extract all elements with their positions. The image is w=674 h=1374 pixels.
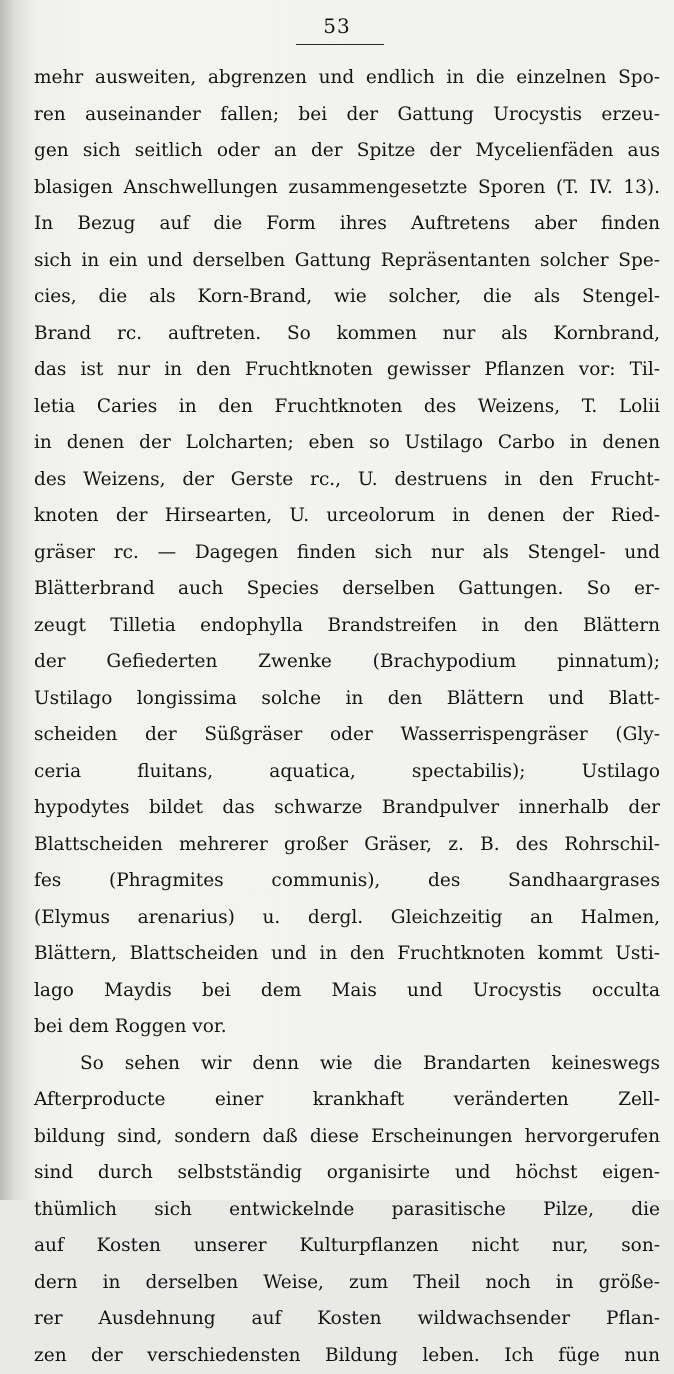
text-line: Blätterbrand auch Species derselben Gattungen. So er-	[34, 571, 660, 608]
text-line: dern in derselben Weise, zum Theil noch in größe-	[34, 1265, 660, 1302]
text-line: rer Ausdehnung auf Kosten wildwachsender Pflan-	[34, 1301, 660, 1338]
text-line: blasigen Anschwellungen zusammengesetzte Sporen (T. IV. 13).	[34, 170, 660, 207]
text-line: gen sich seitlich oder an der Spitze der Mycelienfäden aus	[34, 133, 660, 170]
text-line: ceria fluitans, aquatica, spectabilis); Ustilago	[34, 754, 660, 791]
text-line: zeugt Tilletia endophylla Brandstreifen in den Blättern	[34, 608, 660, 645]
text-line: mehr ausweiten, abgrenzen und endlich in die einzelnen Spo-	[34, 60, 660, 97]
text-line: sich in ein und derselben Gattung Repräsentanten solcher Spe-	[34, 243, 660, 280]
text-line: letia Caries in den Fruchtknoten des Weizens, T. Lolii	[34, 389, 660, 426]
text-line: Brand rc. auftreten. So kommen nur als Kornbrand,	[34, 316, 660, 353]
text-line: gräser rc. — Dagegen finden sich nur als Stengel- und	[34, 535, 660, 572]
text-line: hypodytes bildet das schwarze Brandpulver innerhalb der	[34, 790, 660, 827]
text-line: bei dem Roggen vor.	[34, 1009, 660, 1046]
text-line: Ustilago longissima solche in den Blättern und Blatt-	[34, 681, 660, 718]
text-line: sind durch selbstständig organisirte und höchst eigen-	[34, 1155, 660, 1192]
text-line: knoten der Hirsearten, U. urceolorum in denen der Ried-	[34, 498, 660, 535]
text-line: fes (Phragmites communis), des Sandhaargrases	[34, 863, 660, 900]
text-line: das ist nur in den Fruchtknoten gewisser Pflanzen vor: Til-	[34, 352, 660, 389]
text-line: auf Kosten unserer Kulturpflanzen nicht nur, son-	[34, 1228, 660, 1265]
text-line: bildung sind, sondern daß diese Erscheinungen hervorgerufen	[34, 1119, 660, 1156]
text-line: in denen der Lolcharten; eben so Ustilago Carbo in denen	[34, 425, 660, 462]
text-line: In Bezug auf die Form ihres Auftretens aber finden	[34, 206, 660, 243]
text-line: des Weizens, der Gerste rc., U. destruens in den Frucht-	[34, 462, 660, 499]
text-line: zen der verschiedensten Bildung leben. Ich füge nun	[34, 1338, 660, 1374]
text-line: lago Maydis bei dem Mais und Urocystis occulta	[34, 973, 660, 1010]
text-line: scheiden der Süßgräser oder Wasserrispengräser (Gly-	[34, 717, 660, 754]
body-text	[34, 60, 660, 1374]
text-line: Blättern, Blattscheiden und in den Fruchtknoten kommt Usti-	[34, 936, 660, 973]
text-line: thümlich sich entwickelnde parasitische Pilze, die	[34, 1192, 660, 1229]
text-line: Blattscheiden mehrerer großer Gräser, z. B. des Rohrschil-	[34, 827, 660, 864]
text-line: der Gefiederten Zwenke (Brachypodium pinnatum);	[34, 644, 660, 681]
page-number: 53	[0, 14, 674, 38]
text-line: (Elymus arenarius) u. dergl. Gleichzeitig an Halmen,	[34, 900, 660, 937]
text-line: Afterproducte einer krankhaft veränderten Zell-	[34, 1082, 660, 1119]
page-number-rule	[296, 44, 384, 45]
text-line: So sehen wir denn wie die Brandarten keineswegs	[34, 1046, 660, 1083]
text-line: cies, die als Korn-Brand, wie solcher, die als Stengel-	[34, 279, 660, 316]
text-line: ren auseinander fallen; bei der Gattung Urocystis erzeu-	[34, 97, 660, 134]
